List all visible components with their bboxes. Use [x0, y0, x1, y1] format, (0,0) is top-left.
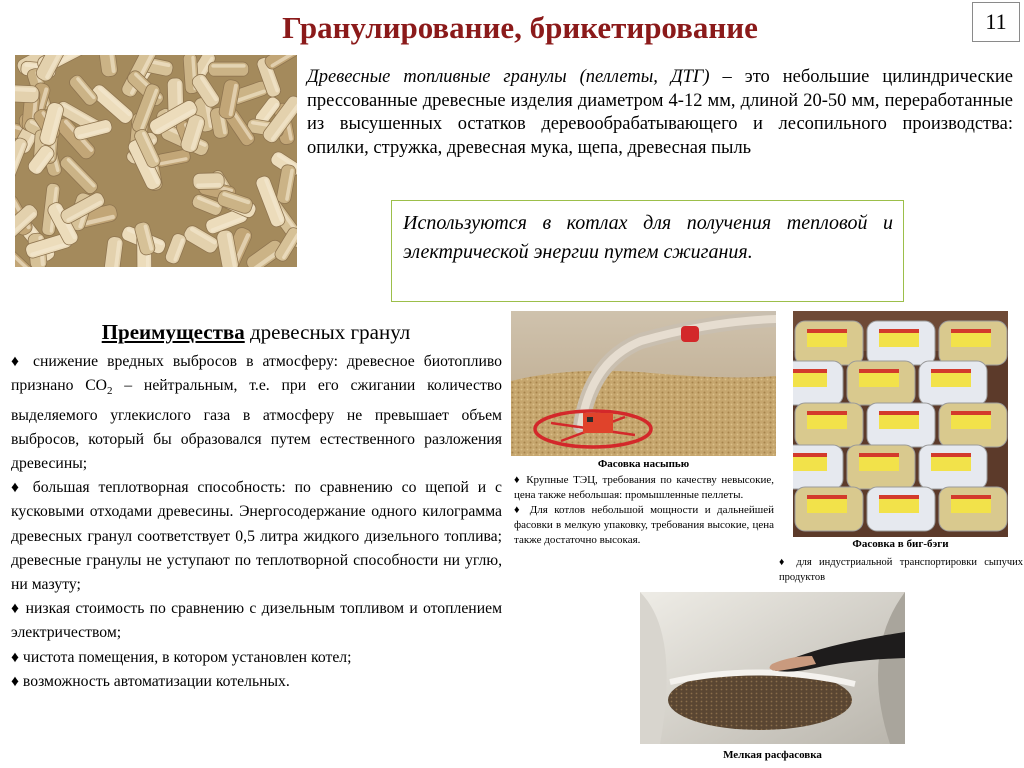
bulk-packing-notes — [514, 473, 774, 548]
bulk-packing-caption: Фасовка насыпью — [597, 458, 690, 470]
big-bag-caption: Фасовка в биг-бэги — [852, 538, 949, 550]
big-bag-note: ♦ для индустриальной транспортировки сыпучих продуктов — [779, 557, 1023, 583]
advantage-item: ♦ чистота помещения, в котором установлен котел; — [11, 648, 352, 666]
advantages-heading — [10, 319, 502, 345]
bulk-note-2: ♦ Для котлов небольшой мощности и дальнейшей фасовки в мелкую упаковку, требования высокие, цена также достаточно высокая. — [514, 504, 774, 546]
intro-term: Древесные топливные гранулы (пеллеты, ДТГ) — [307, 67, 710, 87]
intro-definition: – это небольшие цилиндрические прессованные древесные изделия диаметром 4-12 мм, длиной 20-50 мм, переработанные из высушенных остатков деревообрабатывающего и лесопильного производства: опилки, стружка, древесная мука, щепа, древесная пыль — [307, 67, 1013, 158]
small-packing-photo — [640, 592, 905, 744]
pellets-photo — [15, 55, 297, 267]
slide-title: Гранулирование, брикетирование — [282, 10, 758, 45]
advantage-item: ♦ возможность автоматизации котельных. — [11, 672, 290, 690]
bulk-packing-photo — [511, 311, 776, 456]
intro-text — [307, 66, 1013, 160]
bulk-note-1: ♦ Крупные ТЭЦ, требования по качеству невысокие, цена также небольшая: промышленные пеллеты. — [514, 474, 774, 501]
slide-number: 11 — [972, 2, 1020, 42]
advantages-list — [11, 350, 502, 694]
advantage-item: ♦ снижение вредных выбросов в атмосферу: древесное биотопливо признано $СО_2$ – нейтральным, т.е. при его сжигании количество выделяемого углекислого газа в атмосферу не превышает объем выбросов, который бы образовался путем естественного разложения древесины; — [11, 353, 502, 472]
big-bag-photo — [793, 311, 1008, 537]
advantages-heading-rest: древесных гранул — [244, 320, 411, 344]
usage-box: Используются в котлах для получения тепловой и электрической энергии путем сжигания. — [391, 200, 904, 302]
advantages-heading-bold: Преимущества — [101, 320, 245, 344]
advantage-item: ♦ большая теплотворная способность: по сравнению со щепой и с кусковыми отходами древесины. Энергосодержание одного килограмма древесных гранул соответствует 0,5 литра жидкого дизельного топлива; древесные гранулы не уступают по теплотворной способности ни углю, ни мазуту; — [11, 479, 502, 593]
advantage-item: ♦ низкая стоимость по сравнению с дизельным топливом и отоплением электричеством; — [11, 600, 502, 642]
small-packing-caption: Мелкая расфасовка — [723, 749, 822, 761]
